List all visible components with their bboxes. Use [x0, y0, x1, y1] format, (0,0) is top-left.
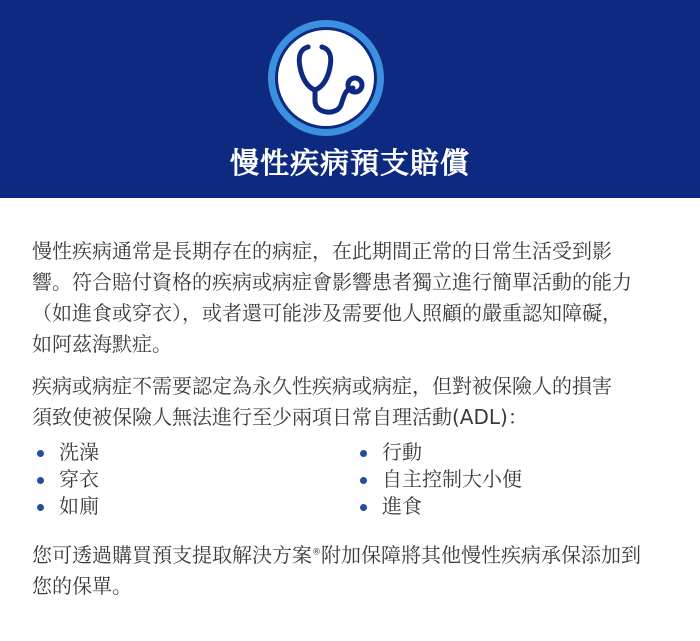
list-item: 如廁 — [32, 493, 355, 520]
list-item: 自主控制大小便 — [355, 466, 655, 493]
stethoscope-icon — [267, 19, 385, 137]
adl-paragraph: 疾病或病症不需要認定為永久性疾病或病症，但對被保險人的損害須致使被保險人無法進行至少兩項日常自理活動(ADL)： — [32, 374, 612, 429]
rider-paragraph — [32, 540, 652, 602]
list-item: 行動 — [355, 439, 655, 466]
registered-mark: ® — [312, 547, 321, 558]
page-title: 慢性疾病預支賠償 — [229, 146, 470, 180]
list-item: 穿衣 — [32, 466, 355, 493]
adl-list — [32, 439, 682, 520]
rider-text-end: 附加保障將其他慢性疾病承保添加到您的保單。 — [32, 543, 641, 598]
list-item: 洗澡 — [32, 439, 355, 466]
rider-text-start: 您可透過購買預支提取解決方案 — [32, 543, 312, 567]
intro-paragraph: 慢性疾病通常是長期存在的病症，在此期間正常的日常生活受到影響。符合賠付資格的疾病或病症會影響患者獨立進行簡單活動的能力（如進食或穿衣），或者還可能涉及需要他人照顧的嚴重認知障礙，如阿茲海默症。 — [32, 239, 632, 356]
list-item: 進食 — [355, 493, 655, 520]
header-banner — [0, 0, 700, 198]
content-area — [32, 236, 682, 602]
